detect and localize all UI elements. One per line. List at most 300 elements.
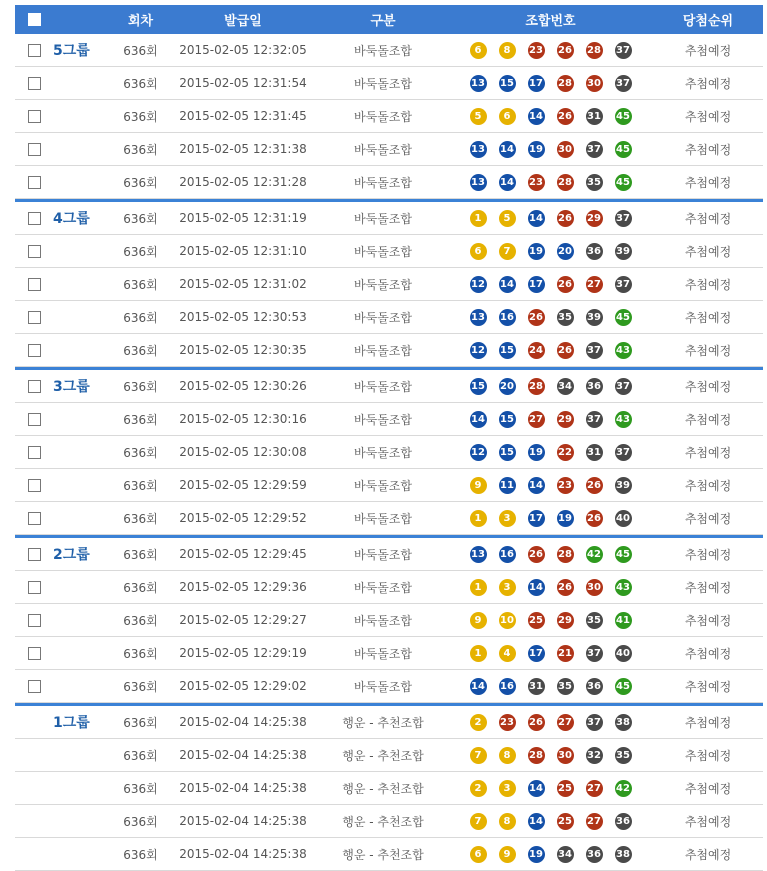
- type-cell: 바둑돌조합: [354, 175, 412, 190]
- rank-cell: 추첨예정: [684, 715, 732, 730]
- group-label: 1그룹: [53, 715, 90, 731]
- date-cell: 2015-02-04 14:25:38: [179, 715, 307, 729]
- lotto-ball: 35: [586, 612, 603, 629]
- lotto-ball: 19: [557, 510, 574, 527]
- lotto-ball: 28: [586, 42, 603, 59]
- lotto-ball: 40: [615, 510, 632, 527]
- lotto-ball: 13: [470, 309, 487, 326]
- round-cell: 636회: [123, 175, 158, 190]
- lotto-ball: 26: [557, 579, 574, 596]
- type-cell: 바둑돌조합: [354, 109, 412, 124]
- lotto-ball: 8: [499, 747, 516, 764]
- lotto-table: [15, 5, 763, 871]
- lotto-ball: 10: [499, 612, 516, 629]
- round-cell: 636회: [123, 781, 158, 796]
- lotto-ball: 37: [615, 42, 632, 59]
- rank-cell: 추첨예정: [684, 478, 732, 493]
- group-section: [15, 199, 763, 367]
- rank-cell: 추첨예정: [684, 76, 732, 91]
- date-cell: 2015-02-05 12:29:27: [179, 613, 307, 627]
- lotto-ball: 13: [470, 141, 487, 158]
- row-checkbox[interactable]: [28, 176, 41, 189]
- lotto-ball: 3: [499, 510, 516, 527]
- table-row: [15, 706, 763, 739]
- rank-cell: 추첨예정: [684, 781, 732, 796]
- checkbox-cell: [15, 311, 53, 324]
- balls-cell: [448, 678, 653, 695]
- date-cell: 2015-02-05 12:29:19: [179, 646, 307, 660]
- group-section: [15, 367, 763, 535]
- lotto-ball: 19: [528, 243, 545, 260]
- lotto-ball: 15: [499, 342, 516, 359]
- round-cell: 636회: [123, 76, 158, 91]
- lotto-ball: 20: [499, 378, 516, 395]
- table-row: [15, 772, 763, 805]
- header-date: 발급일: [224, 14, 262, 29]
- lotto-ball: 43: [615, 342, 632, 359]
- row-checkbox[interactable]: [28, 311, 41, 324]
- date-cell: 2015-02-05 12:31:28: [179, 175, 307, 189]
- rank-cell: 추첨예정: [684, 343, 732, 358]
- type-cell: 행운 - 추천조합: [342, 847, 424, 862]
- lotto-ball: 26: [557, 276, 574, 293]
- row-checkbox[interactable]: [28, 413, 41, 426]
- lotto-ball: 27: [586, 813, 603, 830]
- lotto-ball: 14: [499, 141, 516, 158]
- lotto-ball: 13: [470, 75, 487, 92]
- lotto-ball: 7: [470, 747, 487, 764]
- row-checkbox[interactable]: [28, 647, 41, 660]
- type-cell: 바둑돌조합: [354, 244, 412, 259]
- lotto-ball: 32: [586, 747, 603, 764]
- balls-cell: [448, 309, 653, 326]
- lotto-ball: 1: [470, 210, 487, 227]
- group-section: [15, 535, 763, 703]
- lotto-ball: 15: [499, 75, 516, 92]
- select-all-checkbox-cell: [15, 13, 53, 26]
- checkbox-cell: [15, 143, 53, 156]
- date-cell: 2015-02-05 12:31:38: [179, 142, 307, 156]
- lotto-ball: 1: [470, 510, 487, 527]
- balls-cell: [448, 411, 653, 428]
- lotto-ball: 37: [615, 378, 632, 395]
- rank-cell: 추첨예정: [684, 277, 732, 292]
- rank-cell: 추첨예정: [684, 814, 732, 829]
- lotto-ball: 19: [528, 444, 545, 461]
- lotto-ball: 36: [586, 243, 603, 260]
- lotto-ball: 37: [586, 411, 603, 428]
- group-section: [15, 703, 763, 871]
- lotto-ball: 23: [528, 42, 545, 59]
- round-cell: 636회: [123, 43, 158, 58]
- lotto-ball: 24: [528, 342, 545, 359]
- lotto-ball: 45: [615, 546, 632, 563]
- table-row: [15, 538, 763, 571]
- lotto-ball: 25: [528, 612, 545, 629]
- table-header: [15, 5, 763, 34]
- type-cell: 바둑돌조합: [354, 412, 412, 427]
- type-cell: 행운 - 추천조합: [342, 715, 424, 730]
- group-section: [15, 34, 763, 199]
- balls-cell: [448, 75, 653, 92]
- balls-cell: [448, 342, 653, 359]
- rank-cell: 추첨예정: [684, 679, 732, 694]
- lotto-ball: 5: [499, 210, 516, 227]
- lotto-ball: 26: [557, 342, 574, 359]
- rank-cell: 추첨예정: [684, 511, 732, 526]
- lotto-ball: 17: [528, 510, 545, 527]
- date-cell: 2015-02-05 12:29:02: [179, 679, 307, 693]
- table-row: [15, 670, 763, 703]
- date-cell: 2015-02-05 12:29:45: [179, 547, 307, 561]
- lotto-ball: 37: [615, 210, 632, 227]
- checkbox-cell: [15, 413, 53, 426]
- date-cell: 2015-02-05 12:30:16: [179, 412, 307, 426]
- lotto-ball: 14: [528, 477, 545, 494]
- round-cell: 636회: [123, 580, 158, 595]
- rank-cell: 추첨예정: [684, 142, 732, 157]
- lotto-ball: 14: [470, 678, 487, 695]
- table-row: [15, 235, 763, 268]
- lotto-ball: 40: [615, 645, 632, 662]
- lotto-ball: 28: [557, 75, 574, 92]
- lotto-ball: 39: [615, 477, 632, 494]
- type-cell: 바둑돌조합: [354, 511, 412, 526]
- table-row: [15, 571, 763, 604]
- lotto-ball: 29: [557, 411, 574, 428]
- table-row: [15, 370, 763, 403]
- rank-cell: 추첨예정: [684, 847, 732, 862]
- checkbox-cell: [15, 680, 53, 693]
- checkbox-cell: [15, 446, 53, 459]
- lotto-ball: 42: [586, 546, 603, 563]
- balls-cell: [448, 813, 653, 830]
- type-cell: 행운 - 추천조합: [342, 781, 424, 796]
- row-checkbox[interactable]: [28, 479, 41, 492]
- lotto-ball: 37: [615, 276, 632, 293]
- balls-cell: [448, 546, 653, 563]
- balls-cell: [448, 210, 653, 227]
- row-checkbox[interactable]: [28, 110, 41, 123]
- checkbox-cell: [15, 44, 53, 57]
- lotto-ball: 17: [528, 276, 545, 293]
- row-checkbox[interactable]: [28, 44, 41, 57]
- group-label: 2그룹: [53, 547, 90, 563]
- lotto-ball: 20: [557, 243, 574, 260]
- row-checkbox[interactable]: [28, 581, 41, 594]
- lotto-ball: 14: [499, 174, 516, 191]
- lotto-ball: 21: [557, 645, 574, 662]
- date-cell: 2015-02-05 12:31:02: [179, 277, 307, 291]
- checkbox-cell: [15, 110, 53, 123]
- lotto-ball: 27: [586, 780, 603, 797]
- lotto-ball: 28: [557, 174, 574, 191]
- lotto-ball: 31: [586, 108, 603, 125]
- table-row: [15, 838, 763, 871]
- balls-cell: [448, 174, 653, 191]
- lotto-ball: 1: [470, 579, 487, 596]
- lotto-ball: 15: [499, 411, 516, 428]
- lotto-ball: 39: [615, 243, 632, 260]
- lotto-ball: 37: [615, 75, 632, 92]
- lotto-ball: 16: [499, 309, 516, 326]
- lotto-ball: 37: [586, 645, 603, 662]
- lotto-ball: 14: [499, 276, 516, 293]
- row-checkbox[interactable]: [28, 614, 41, 627]
- rank-cell: 추첨예정: [684, 748, 732, 763]
- balls-cell: [448, 714, 653, 731]
- checkbox-cell: [15, 647, 53, 660]
- balls-cell: [448, 42, 653, 59]
- table-row: [15, 100, 763, 133]
- table-row: [15, 334, 763, 367]
- round-cell: 636회: [123, 847, 158, 862]
- rank-cell: 추첨예정: [684, 613, 732, 628]
- type-cell: 바둑돌조합: [354, 43, 412, 58]
- lotto-ball: 6: [499, 108, 516, 125]
- lotto-ball: 38: [615, 714, 632, 731]
- header-rank: 당첨순위: [682, 14, 734, 29]
- table-row: [15, 202, 763, 235]
- checkbox-cell: [15, 512, 53, 525]
- round-cell: 636회: [123, 343, 158, 358]
- lotto-ball: 31: [586, 444, 603, 461]
- balls-cell: [448, 141, 653, 158]
- lotto-ball: 37: [615, 444, 632, 461]
- lotto-ball: 28: [528, 747, 545, 764]
- date-cell: 2015-02-05 12:30:26: [179, 379, 307, 393]
- lotto-ball: 17: [528, 645, 545, 662]
- rank-cell: 추첨예정: [684, 109, 732, 124]
- round-cell: 636회: [123, 715, 158, 730]
- group-label-cell: [53, 712, 113, 732]
- lotto-ball: 12: [470, 276, 487, 293]
- lotto-ball: 6: [470, 846, 487, 863]
- balls-cell: [448, 612, 653, 629]
- lotto-ball: 45: [615, 174, 632, 191]
- rank-cell: 추첨예정: [684, 547, 732, 562]
- date-cell: 2015-02-05 12:29:52: [179, 511, 307, 525]
- lotto-ball: 35: [557, 309, 574, 326]
- row-checkbox[interactable]: [28, 245, 41, 258]
- lotto-ball: 37: [586, 342, 603, 359]
- date-cell: 2015-02-05 12:31:10: [179, 244, 307, 258]
- table-row: [15, 469, 763, 502]
- row-checkbox[interactable]: [28, 446, 41, 459]
- type-cell: 바둑돌조합: [354, 547, 412, 562]
- rank-cell: 추첨예정: [684, 412, 732, 427]
- round-cell: 636회: [123, 277, 158, 292]
- rank-cell: 추첨예정: [684, 211, 732, 226]
- row-checkbox[interactable]: [28, 680, 41, 693]
- balls-cell: [448, 579, 653, 596]
- row-checkbox[interactable]: [28, 77, 41, 90]
- lotto-ball: 25: [557, 813, 574, 830]
- lotto-ball: 8: [499, 42, 516, 59]
- lotto-ball: 36: [586, 678, 603, 695]
- lotto-ball: 15: [499, 444, 516, 461]
- date-cell: 2015-02-04 14:25:38: [179, 781, 307, 795]
- date-cell: 2015-02-05 12:30:53: [179, 310, 307, 324]
- lotto-ball: 35: [615, 747, 632, 764]
- round-cell: 636회: [123, 379, 158, 394]
- lotto-ball: 11: [499, 477, 516, 494]
- date-cell: 2015-02-05 12:30:08: [179, 445, 307, 459]
- lotto-ball: 23: [557, 477, 574, 494]
- checkbox-cell: [15, 245, 53, 258]
- type-cell: 바둑돌조합: [354, 580, 412, 595]
- table-body: [15, 34, 763, 871]
- balls-cell: [448, 510, 653, 527]
- type-cell: 바둑돌조합: [354, 277, 412, 292]
- checkbox-cell: [15, 548, 53, 561]
- type-cell: 바둑돌조합: [354, 679, 412, 694]
- date-cell: 2015-02-05 12:32:05: [179, 43, 307, 57]
- checkbox-cell: [15, 176, 53, 189]
- lotto-ball: 1: [470, 645, 487, 662]
- table-row: [15, 301, 763, 334]
- date-cell: 2015-02-05 12:31:19: [179, 211, 307, 225]
- round-cell: 636회: [123, 142, 158, 157]
- type-cell: 행운 - 추천조합: [342, 814, 424, 829]
- round-cell: 636회: [123, 211, 158, 226]
- balls-cell: [448, 780, 653, 797]
- round-cell: 636회: [123, 748, 158, 763]
- table-row: [15, 403, 763, 436]
- table-row: [15, 436, 763, 469]
- rank-cell: 추첨예정: [684, 646, 732, 661]
- header-type: 구분: [370, 14, 396, 29]
- balls-cell: [448, 477, 653, 494]
- lotto-ball: 7: [470, 813, 487, 830]
- row-checkbox[interactable]: [28, 344, 41, 357]
- group-label-cell: [53, 208, 113, 228]
- lotto-ball: 4: [499, 645, 516, 662]
- round-cell: 636회: [123, 547, 158, 562]
- checkbox-cell: [15, 278, 53, 291]
- lotto-ball: 45: [615, 108, 632, 125]
- balls-cell: [448, 747, 653, 764]
- type-cell: 바둑돌조합: [354, 76, 412, 91]
- round-cell: 636회: [123, 613, 158, 628]
- lotto-ball: 14: [528, 210, 545, 227]
- rank-cell: 추첨예정: [684, 445, 732, 460]
- lotto-ball: 9: [499, 846, 516, 863]
- lotto-ball: 30: [557, 747, 574, 764]
- lotto-ball: 43: [615, 579, 632, 596]
- round-cell: 636회: [123, 310, 158, 325]
- lotto-ball: 26: [557, 210, 574, 227]
- row-checkbox[interactable]: [28, 212, 41, 225]
- group-label-cell: [53, 376, 113, 396]
- lotto-ball: 15: [470, 378, 487, 395]
- rank-cell: 추첨예정: [684, 175, 732, 190]
- type-cell: 바둑돌조합: [354, 310, 412, 325]
- header-numbers: 조합번호: [525, 14, 576, 29]
- group-label: 3그룹: [53, 379, 90, 395]
- lotto-ball: 14: [528, 780, 545, 797]
- lotto-ball: 2: [470, 714, 487, 731]
- lotto-ball: 14: [470, 411, 487, 428]
- balls-cell: [448, 108, 653, 125]
- lotto-ball: 26: [528, 309, 545, 326]
- lotto-ball: 25: [557, 780, 574, 797]
- lotto-ball: 39: [586, 309, 603, 326]
- lotto-ball: 30: [586, 579, 603, 596]
- lotto-ball: 27: [586, 276, 603, 293]
- date-cell: 2015-02-04 14:25:38: [179, 748, 307, 762]
- lotto-ball: 29: [557, 612, 574, 629]
- balls-cell: [448, 846, 653, 863]
- balls-cell: [448, 378, 653, 395]
- row-checkbox[interactable]: [28, 548, 41, 561]
- lotto-ball: 5: [470, 108, 487, 125]
- lotto-ball: 9: [470, 612, 487, 629]
- round-cell: 636회: [123, 445, 158, 460]
- lotto-ball: 36: [586, 846, 603, 863]
- balls-cell: [448, 243, 653, 260]
- table-row: [15, 268, 763, 301]
- balls-cell: [448, 276, 653, 293]
- lotto-ball: 36: [586, 378, 603, 395]
- checkbox-cell: [15, 344, 53, 357]
- checkbox-cell: [15, 77, 53, 90]
- lotto-ball: 6: [470, 243, 487, 260]
- round-cell: 636회: [123, 109, 158, 124]
- row-checkbox[interactable]: [28, 278, 41, 291]
- date-cell: 2015-02-04 14:25:38: [179, 814, 307, 828]
- rank-cell: 추첨예정: [684, 580, 732, 595]
- lotto-ball: 23: [499, 714, 516, 731]
- lotto-ball: 22: [557, 444, 574, 461]
- row-checkbox[interactable]: [28, 512, 41, 525]
- rank-cell: 추첨예정: [684, 43, 732, 58]
- table-row: [15, 502, 763, 535]
- header-round: 회차: [127, 14, 154, 29]
- lotto-ball: 37: [586, 141, 603, 158]
- row-checkbox[interactable]: [28, 143, 41, 156]
- row-checkbox[interactable]: [28, 380, 41, 393]
- rank-cell: 추첨예정: [684, 379, 732, 394]
- type-cell: 바둑돌조합: [354, 379, 412, 394]
- lotto-ball: 14: [528, 108, 545, 125]
- date-cell: 2015-02-04 14:25:38: [179, 847, 307, 861]
- lotto-ball: 26: [586, 477, 603, 494]
- lotto-ball: 30: [586, 75, 603, 92]
- lotto-ball: 12: [470, 342, 487, 359]
- type-cell: 바둑돌조합: [354, 142, 412, 157]
- balls-cell: [448, 645, 653, 662]
- lotto-ball: 43: [615, 411, 632, 428]
- round-cell: 636회: [123, 244, 158, 259]
- lotto-ball: 41: [615, 612, 632, 629]
- lotto-ball: 34: [557, 378, 574, 395]
- lotto-ball: 26: [528, 546, 545, 563]
- round-cell: 636회: [123, 478, 158, 493]
- checkbox-cell: [15, 479, 53, 492]
- lotto-ball: 26: [557, 42, 574, 59]
- lotto-ball: 26: [557, 108, 574, 125]
- group-label-cell: [53, 40, 113, 60]
- lotto-ball: 45: [615, 141, 632, 158]
- lotto-ball: 35: [586, 174, 603, 191]
- lotto-ball: 14: [528, 579, 545, 596]
- lotto-ball: 2: [470, 780, 487, 797]
- select-all-checkbox[interactable]: [28, 13, 41, 26]
- lotto-ball: 13: [470, 174, 487, 191]
- table-row: [15, 133, 763, 166]
- table-row: [15, 604, 763, 637]
